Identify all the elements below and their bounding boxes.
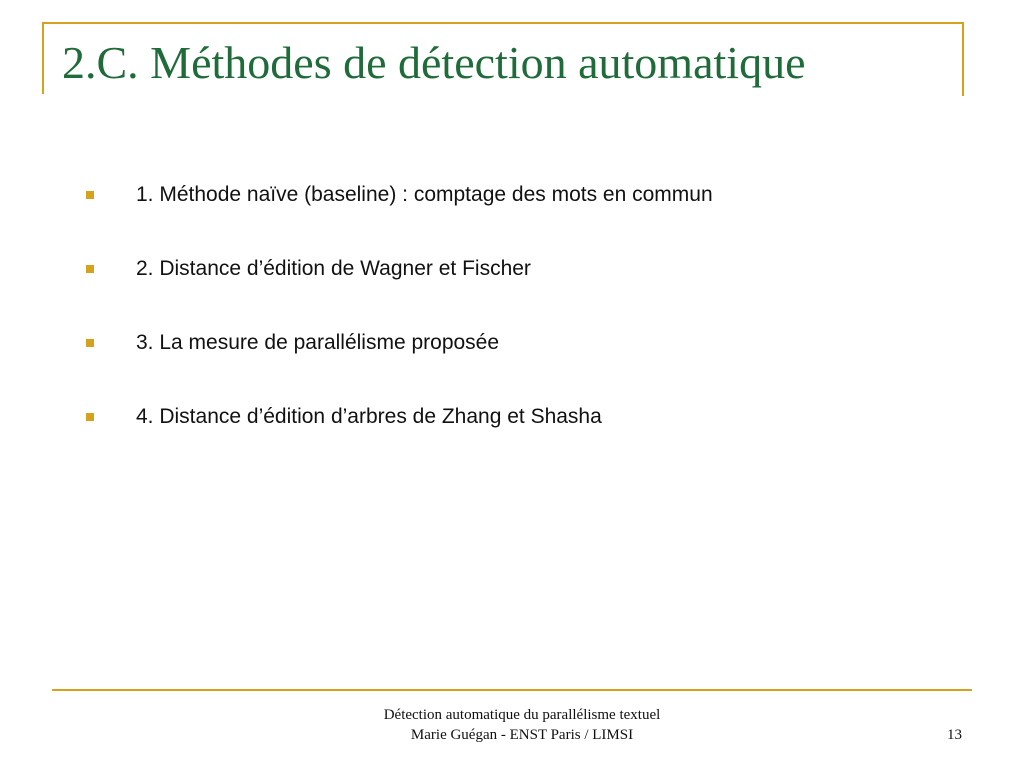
frame-right-line bbox=[962, 22, 964, 96]
bullet-text: 3. La mesure de parallélisme proposée bbox=[136, 331, 500, 354]
footer-text bbox=[262, 705, 782, 745]
square-bullet-icon bbox=[86, 413, 94, 421]
bullet-item bbox=[86, 328, 966, 358]
slide-title: 2.C. Méthodes de détection automatique bbox=[62, 37, 806, 88]
bullet-item bbox=[86, 254, 966, 284]
frame-top-line bbox=[42, 22, 964, 24]
frame-left-line bbox=[42, 22, 44, 94]
footer-line-2: Marie Guégan - ENST Paris / LIMSI bbox=[410, 727, 634, 743]
bullet-text: 1. Méthode naïve (baseline) : comptage des mots en commun bbox=[136, 183, 713, 206]
footer-divider bbox=[52, 689, 972, 691]
bullet-text: 4. Distance d’édition d’arbres de Zhang et Shasha bbox=[136, 405, 602, 428]
bullet-item bbox=[86, 180, 966, 210]
footer-line-1: Détection automatique du parallélisme textuel bbox=[383, 707, 661, 723]
square-bullet-icon bbox=[86, 339, 94, 347]
square-bullet-icon bbox=[86, 191, 94, 199]
page-number: 13 bbox=[947, 727, 962, 743]
bullet-text: 2. Distance d’édition de Wagner et Fischer bbox=[136, 257, 531, 280]
bullet-list bbox=[86, 180, 966, 476]
square-bullet-icon bbox=[86, 265, 94, 273]
bullet-item bbox=[86, 402, 966, 432]
